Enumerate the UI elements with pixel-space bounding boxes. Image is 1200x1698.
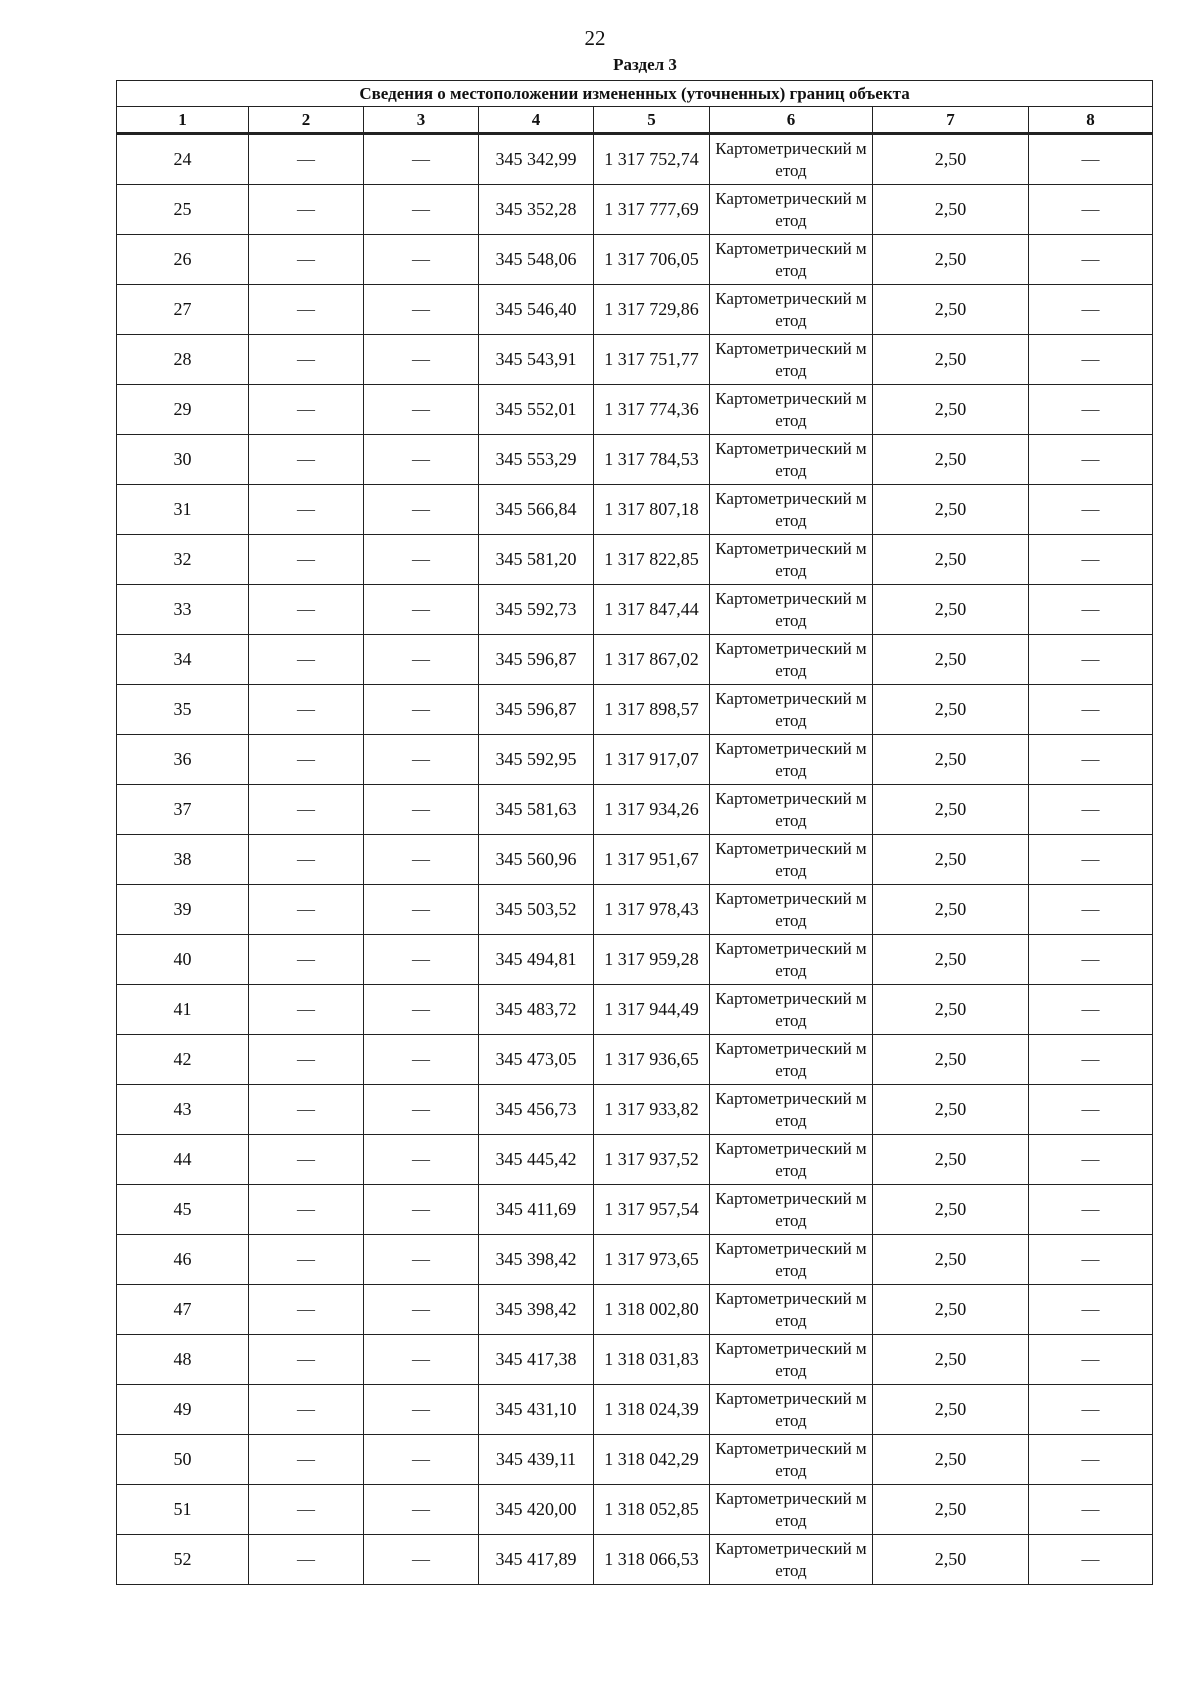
column-3-cell: — xyxy=(364,1435,479,1485)
x-coordinate-cell: 345 445,42 xyxy=(479,1135,594,1185)
point-number-cell: 24 xyxy=(117,134,249,185)
column-3-cell: — xyxy=(364,235,479,285)
point-number-cell: 49 xyxy=(117,1385,249,1435)
column-8-cell: — xyxy=(1029,635,1153,685)
point-number-cell: 52 xyxy=(117,1535,249,1585)
method-cell: Картометрический метод xyxy=(710,1085,873,1135)
accuracy-cell: 2,50 xyxy=(873,785,1029,835)
method-cell: Картометрический метод xyxy=(710,635,873,685)
y-coordinate-cell: 1 317 944,49 xyxy=(594,985,710,1035)
point-number-cell: 43 xyxy=(117,1085,249,1135)
x-coordinate-cell: 345 566,84 xyxy=(479,485,594,535)
column-2-cell: — xyxy=(249,285,364,335)
column-2-cell: — xyxy=(249,935,364,985)
method-cell: Картометрический метод xyxy=(710,835,873,885)
x-coordinate-cell: 345 494,81 xyxy=(479,935,594,985)
accuracy-cell: 2,50 xyxy=(873,385,1029,435)
point-number-cell: 41 xyxy=(117,985,249,1035)
point-number-cell: 51 xyxy=(117,1485,249,1535)
column-2-cell: — xyxy=(249,785,364,835)
table-row xyxy=(117,285,1153,335)
column-number-6: 6 xyxy=(710,107,873,134)
column-3-cell: — xyxy=(364,485,479,535)
method-cell: Картометрический метод xyxy=(710,1335,873,1385)
method-cell: Картометрический метод xyxy=(710,735,873,785)
method-cell: Картометрический метод xyxy=(710,385,873,435)
method-cell: Картометрический метод xyxy=(710,535,873,585)
x-coordinate-cell: 345 342,99 xyxy=(479,134,594,185)
table-row xyxy=(117,1285,1153,1335)
method-cell: Картометрический метод xyxy=(710,935,873,985)
x-coordinate-cell: 345 543,91 xyxy=(479,335,594,385)
column-number-1: 1 xyxy=(117,107,249,134)
column-3-cell: — xyxy=(364,1485,479,1535)
accuracy-cell: 2,50 xyxy=(873,1235,1029,1285)
x-coordinate-cell: 345 483,72 xyxy=(479,985,594,1035)
y-coordinate-cell: 1 317 752,74 xyxy=(594,134,710,185)
x-coordinate-cell: 345 417,89 xyxy=(479,1535,594,1585)
column-2-cell: — xyxy=(249,635,364,685)
x-coordinate-cell: 345 546,40 xyxy=(479,285,594,335)
y-coordinate-cell: 1 317 959,28 xyxy=(594,935,710,985)
table-row xyxy=(117,635,1153,685)
method-cell: Картометрический метод xyxy=(710,1035,873,1085)
y-coordinate-cell: 1 317 867,02 xyxy=(594,635,710,685)
table-row xyxy=(117,435,1153,485)
table-row xyxy=(117,134,1153,185)
column-2-cell: — xyxy=(249,1235,364,1285)
column-number-4: 4 xyxy=(479,107,594,134)
column-3-cell: — xyxy=(364,635,479,685)
column-8-cell: — xyxy=(1029,134,1153,185)
x-coordinate-cell: 345 560,96 xyxy=(479,835,594,885)
y-coordinate-cell: 1 317 957,54 xyxy=(594,1185,710,1235)
column-2-cell: — xyxy=(249,885,364,935)
column-8-cell: — xyxy=(1029,1235,1153,1285)
column-3-cell: — xyxy=(364,335,479,385)
method-cell: Картометрический метод xyxy=(710,785,873,835)
y-coordinate-cell: 1 317 936,65 xyxy=(594,1035,710,1085)
x-coordinate-cell: 345 596,87 xyxy=(479,635,594,685)
point-number-cell: 42 xyxy=(117,1035,249,1085)
table-row xyxy=(117,885,1153,935)
point-number-cell: 35 xyxy=(117,685,249,735)
y-coordinate-cell: 1 317 751,77 xyxy=(594,335,710,385)
table-row xyxy=(117,535,1153,585)
column-number-3: 3 xyxy=(364,107,479,134)
accuracy-cell: 2,50 xyxy=(873,1385,1029,1435)
column-3-cell: — xyxy=(364,685,479,735)
column-3-cell: — xyxy=(364,1285,479,1335)
column-2-cell: — xyxy=(249,185,364,235)
accuracy-cell: 2,50 xyxy=(873,1535,1029,1585)
table-row xyxy=(117,785,1153,835)
x-coordinate-cell: 345 596,87 xyxy=(479,685,594,735)
column-8-cell: — xyxy=(1029,385,1153,435)
column-8-cell: — xyxy=(1029,935,1153,985)
column-3-cell: — xyxy=(364,935,479,985)
x-coordinate-cell: 345 473,05 xyxy=(479,1035,594,1085)
method-cell: Картометрический метод xyxy=(710,985,873,1035)
column-8-cell: — xyxy=(1029,1285,1153,1335)
y-coordinate-cell: 1 318 024,39 xyxy=(594,1385,710,1435)
point-number-cell: 48 xyxy=(117,1335,249,1385)
x-coordinate-cell: 345 581,20 xyxy=(479,535,594,585)
y-coordinate-cell: 1 318 002,80 xyxy=(594,1285,710,1335)
method-cell: Картометрический метод xyxy=(710,485,873,535)
column-2-cell: — xyxy=(249,835,364,885)
x-coordinate-cell: 345 398,42 xyxy=(479,1285,594,1335)
column-8-cell: — xyxy=(1029,1335,1153,1385)
method-cell: Картометрический метод xyxy=(710,1485,873,1535)
column-2-cell: — xyxy=(249,585,364,635)
point-number-cell: 33 xyxy=(117,585,249,635)
column-8-cell: — xyxy=(1029,1185,1153,1235)
section-title-text: Раздел 3 xyxy=(613,55,677,74)
point-number-cell: 47 xyxy=(117,1285,249,1335)
column-2-cell: — xyxy=(249,1435,364,1485)
column-3-cell: — xyxy=(364,185,479,235)
y-coordinate-cell: 1 317 777,69 xyxy=(594,185,710,235)
column-number-5: 5 xyxy=(594,107,710,134)
column-8-cell: — xyxy=(1029,285,1153,335)
column-8-cell: — xyxy=(1029,735,1153,785)
column-3-cell: — xyxy=(364,835,479,885)
x-coordinate-cell: 345 592,73 xyxy=(479,585,594,635)
column-2-cell: — xyxy=(249,985,364,1035)
accuracy-cell: 2,50 xyxy=(873,335,1029,385)
table-row xyxy=(117,1085,1153,1135)
column-number-8: 8 xyxy=(1029,107,1153,134)
column-2-cell: — xyxy=(249,1085,364,1135)
column-3-cell: — xyxy=(364,385,479,435)
column-3-cell: — xyxy=(364,785,479,835)
accuracy-cell: 2,50 xyxy=(873,1435,1029,1485)
column-8-cell: — xyxy=(1029,1435,1153,1485)
method-cell: Картометрический метод xyxy=(710,1185,873,1235)
method-cell: Картометрический метод xyxy=(710,885,873,935)
column-2-cell: — xyxy=(249,235,364,285)
accuracy-cell: 2,50 xyxy=(873,1085,1029,1135)
table-header xyxy=(117,81,1153,134)
y-coordinate-cell: 1 317 774,36 xyxy=(594,385,710,435)
point-number-cell: 28 xyxy=(117,335,249,385)
column-8-cell: — xyxy=(1029,235,1153,285)
column-8-cell: — xyxy=(1029,535,1153,585)
column-2-cell: — xyxy=(249,1335,364,1385)
table-row xyxy=(117,585,1153,635)
column-3-cell: — xyxy=(364,1135,479,1185)
accuracy-cell: 2,50 xyxy=(873,535,1029,585)
method-cell: Картометрический метод xyxy=(710,435,873,485)
column-3-cell: — xyxy=(364,1235,479,1285)
x-coordinate-cell: 345 581,63 xyxy=(479,785,594,835)
section-title xyxy=(0,55,1200,75)
column-8-cell: — xyxy=(1029,885,1153,935)
method-cell: Картометрический метод xyxy=(710,1535,873,1585)
table-row xyxy=(117,1235,1153,1285)
table-row xyxy=(117,1335,1153,1385)
column-8-cell: — xyxy=(1029,185,1153,235)
accuracy-cell: 2,50 xyxy=(873,1335,1029,1385)
column-2-cell: — xyxy=(249,735,364,785)
y-coordinate-cell: 1 317 729,86 xyxy=(594,285,710,335)
column-8-cell: — xyxy=(1029,835,1153,885)
y-coordinate-cell: 1 318 052,85 xyxy=(594,1485,710,1535)
accuracy-cell: 2,50 xyxy=(873,185,1029,235)
method-cell: Картометрический метод xyxy=(710,1285,873,1335)
x-coordinate-cell: 345 431,10 xyxy=(479,1385,594,1435)
column-3-cell: — xyxy=(364,535,479,585)
column-8-cell: — xyxy=(1029,1135,1153,1185)
method-cell: Картометрический метод xyxy=(710,1135,873,1185)
y-coordinate-cell: 1 317 822,85 xyxy=(594,535,710,585)
column-8-cell: — xyxy=(1029,485,1153,535)
accuracy-cell: 2,50 xyxy=(873,1285,1029,1335)
table-row xyxy=(117,1135,1153,1185)
column-2-cell: — xyxy=(249,1035,364,1085)
accuracy-cell: 2,50 xyxy=(873,835,1029,885)
method-cell: Картометрический метод xyxy=(710,585,873,635)
page-number: 22 xyxy=(584,26,606,50)
column-3-cell: — xyxy=(364,1335,479,1385)
x-coordinate-cell: 345 553,29 xyxy=(479,435,594,485)
column-number-row xyxy=(117,107,1153,134)
column-3-cell: — xyxy=(364,1535,479,1585)
x-coordinate-cell: 345 548,06 xyxy=(479,235,594,285)
y-coordinate-cell: 1 318 042,29 xyxy=(594,1435,710,1485)
point-number-cell: 36 xyxy=(117,735,249,785)
column-2-cell: — xyxy=(249,1485,364,1535)
point-number-cell: 31 xyxy=(117,485,249,535)
column-8-cell: — xyxy=(1029,435,1153,485)
column-8-cell: — xyxy=(1029,1035,1153,1085)
accuracy-cell: 2,50 xyxy=(873,585,1029,635)
method-cell: Картометрический метод xyxy=(710,1235,873,1285)
column-number-2: 2 xyxy=(249,107,364,134)
x-coordinate-cell: 345 417,38 xyxy=(479,1335,594,1385)
column-2-cell: — xyxy=(249,685,364,735)
accuracy-cell: 2,50 xyxy=(873,1135,1029,1185)
column-8-cell: — xyxy=(1029,985,1153,1035)
point-number-cell: 46 xyxy=(117,1235,249,1285)
point-number-cell: 39 xyxy=(117,885,249,935)
accuracy-cell: 2,50 xyxy=(873,235,1029,285)
table-row xyxy=(117,735,1153,785)
x-coordinate-cell: 345 411,69 xyxy=(479,1185,594,1235)
accuracy-cell: 2,50 xyxy=(873,435,1029,485)
column-number-7: 7 xyxy=(873,107,1029,134)
y-coordinate-cell: 1 317 933,82 xyxy=(594,1085,710,1135)
column-2-cell: — xyxy=(249,1185,364,1235)
column-2-cell: — xyxy=(249,335,364,385)
column-3-cell: — xyxy=(364,1035,479,1085)
y-coordinate-cell: 1 317 706,05 xyxy=(594,235,710,285)
y-coordinate-cell: 1 318 031,83 xyxy=(594,1335,710,1385)
point-number-cell: 26 xyxy=(117,235,249,285)
column-3-cell: — xyxy=(364,285,479,335)
column-2-cell: — xyxy=(249,535,364,585)
column-8-cell: — xyxy=(1029,1485,1153,1535)
y-coordinate-cell: 1 317 898,57 xyxy=(594,685,710,735)
column-8-cell: — xyxy=(1029,335,1153,385)
point-number-cell: 25 xyxy=(117,185,249,235)
x-coordinate-cell: 345 420,00 xyxy=(479,1485,594,1535)
table-row xyxy=(117,1535,1153,1585)
x-coordinate-cell: 345 552,01 xyxy=(479,385,594,435)
column-3-cell: — xyxy=(364,134,479,185)
column-3-cell: — xyxy=(364,985,479,1035)
table-caption: Сведения о местоположении измененных (уточненных) границ объекта xyxy=(117,81,1153,107)
table-row xyxy=(117,1035,1153,1085)
accuracy-cell: 2,50 xyxy=(873,1485,1029,1535)
table-row xyxy=(117,185,1153,235)
column-3-cell: — xyxy=(364,435,479,485)
method-cell: Картометрический метод xyxy=(710,1435,873,1485)
accuracy-cell: 2,50 xyxy=(873,1035,1029,1085)
point-number-cell: 38 xyxy=(117,835,249,885)
column-3-cell: — xyxy=(364,1085,479,1135)
table-row xyxy=(117,685,1153,735)
table-row xyxy=(117,985,1153,1035)
point-number-cell: 40 xyxy=(117,935,249,985)
point-number-cell: 29 xyxy=(117,385,249,435)
column-2-cell: — xyxy=(249,1385,364,1435)
point-number-cell: 27 xyxy=(117,285,249,335)
column-8-cell: — xyxy=(1029,1535,1153,1585)
column-2-cell: — xyxy=(249,435,364,485)
y-coordinate-cell: 1 317 978,43 xyxy=(594,885,710,935)
y-coordinate-cell: 1 317 807,18 xyxy=(594,485,710,535)
table-row xyxy=(117,935,1153,985)
column-2-cell: — xyxy=(249,1535,364,1585)
column-2-cell: — xyxy=(249,134,364,185)
point-number-cell: 30 xyxy=(117,435,249,485)
x-coordinate-cell: 345 352,28 xyxy=(479,185,594,235)
y-coordinate-cell: 1 317 847,44 xyxy=(594,585,710,635)
column-2-cell: — xyxy=(249,1135,364,1185)
y-coordinate-cell: 1 317 934,26 xyxy=(594,785,710,835)
column-2-cell: — xyxy=(249,1285,364,1335)
method-cell: Картометрический метод xyxy=(710,685,873,735)
y-coordinate-cell: 1 317 937,52 xyxy=(594,1135,710,1185)
column-8-cell: — xyxy=(1029,585,1153,635)
y-coordinate-cell: 1 317 917,07 xyxy=(594,735,710,785)
method-cell: Картометрический метод xyxy=(710,185,873,235)
accuracy-cell: 2,50 xyxy=(873,885,1029,935)
column-3-cell: — xyxy=(364,585,479,635)
column-3-cell: — xyxy=(364,1185,479,1235)
method-cell: Картометрический метод xyxy=(710,335,873,385)
column-3-cell: — xyxy=(364,1385,479,1435)
table-row xyxy=(117,235,1153,285)
accuracy-cell: 2,50 xyxy=(873,685,1029,735)
point-number-cell: 50 xyxy=(117,1435,249,1485)
accuracy-cell: 2,50 xyxy=(873,1185,1029,1235)
table-row xyxy=(117,385,1153,435)
column-8-cell: — xyxy=(1029,685,1153,735)
y-coordinate-cell: 1 318 066,53 xyxy=(594,1535,710,1585)
column-2-cell: — xyxy=(249,385,364,435)
table-row xyxy=(117,1485,1153,1535)
table-row xyxy=(117,1385,1153,1435)
column-2-cell: — xyxy=(249,485,364,535)
accuracy-cell: 2,50 xyxy=(873,985,1029,1035)
x-coordinate-cell: 345 456,73 xyxy=(479,1085,594,1135)
x-coordinate-cell: 345 398,42 xyxy=(479,1235,594,1285)
point-number-cell: 45 xyxy=(117,1185,249,1235)
table-row xyxy=(117,835,1153,885)
method-cell: Картометрический метод xyxy=(710,285,873,335)
table-body xyxy=(117,134,1153,1585)
x-coordinate-cell: 345 439,11 xyxy=(479,1435,594,1485)
accuracy-cell: 2,50 xyxy=(873,485,1029,535)
y-coordinate-cell: 1 317 973,65 xyxy=(594,1235,710,1285)
column-3-cell: — xyxy=(364,885,479,935)
method-cell: Картометрический метод xyxy=(710,1385,873,1435)
point-number-cell: 44 xyxy=(117,1135,249,1185)
accuracy-cell: 2,50 xyxy=(873,735,1029,785)
x-coordinate-cell: 345 503,52 xyxy=(479,885,594,935)
y-coordinate-cell: 1 317 951,67 xyxy=(594,835,710,885)
point-number-cell: 32 xyxy=(117,535,249,585)
accuracy-cell: 2,50 xyxy=(873,635,1029,685)
table-row xyxy=(117,1185,1153,1235)
column-8-cell: — xyxy=(1029,1085,1153,1135)
column-8-cell: — xyxy=(1029,785,1153,835)
column-3-cell: — xyxy=(364,735,479,785)
point-number-cell: 34 xyxy=(117,635,249,685)
x-coordinate-cell: 345 592,95 xyxy=(479,735,594,785)
y-coordinate-cell: 1 317 784,53 xyxy=(594,435,710,485)
table-row xyxy=(117,1435,1153,1485)
accuracy-cell: 2,50 xyxy=(873,285,1029,335)
accuracy-cell: 2,50 xyxy=(873,134,1029,185)
method-cell: Картометрический метод xyxy=(710,235,873,285)
point-number-cell: 37 xyxy=(117,785,249,835)
method-cell: Картометрический метод xyxy=(710,134,873,185)
table-row xyxy=(117,335,1153,385)
accuracy-cell: 2,50 xyxy=(873,935,1029,985)
boundary-coordinates-table xyxy=(116,80,1153,1585)
column-8-cell: — xyxy=(1029,1385,1153,1435)
table-row xyxy=(117,485,1153,535)
